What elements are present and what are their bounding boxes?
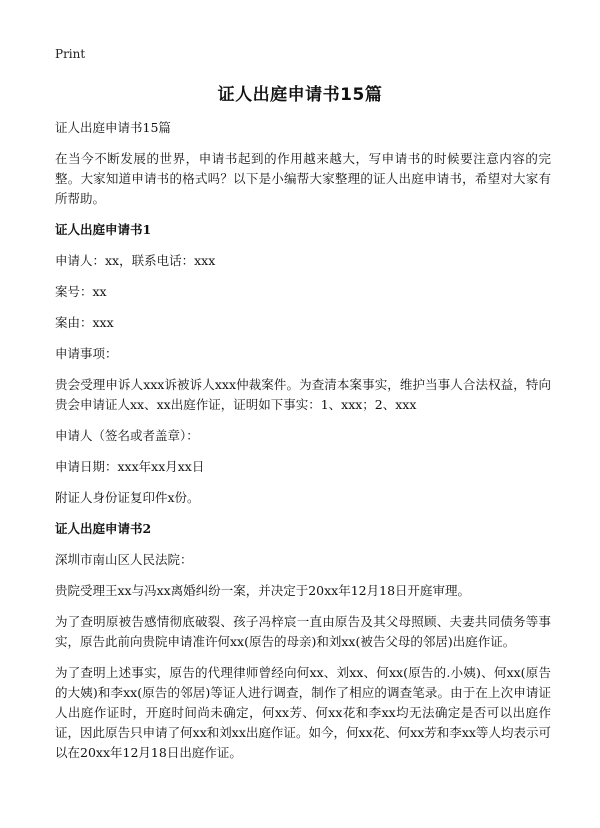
document-title: 证人出庭申请书15篇	[217, 85, 383, 105]
subtitle: 证人出庭申请书15篇	[55, 120, 171, 135]
document-body	[55, 118, 551, 774]
intro-paragraph: 在当今不断发展的世界，申请书起到的作用越来越大，写申请书的时候要注意内容的完整。大家知道申请书的格式吗？以下是小编帮大家整理的证人出庭申请书，希望对大家有所帮助。	[55, 151, 551, 206]
attachment-line: 附证人身份证复印件x份。	[55, 490, 200, 505]
court-address: 深圳市南山区人民法院：	[55, 552, 193, 567]
section-2-paragraph-2: 为了查明原被告感情彻底破裂、孩子冯梓宸一直由原告及其父母照顾、夫妻共同债务等事实，原告此前向贵院申请准许何xx(原告的母亲)和刘xx(被告父母的邻居)出庭作证。	[55, 614, 551, 649]
section-1-heading: 证人出庭申请书1	[55, 222, 152, 237]
date-line: 申请日期：xxx年xx月xx日	[55, 459, 205, 474]
print-label: Print	[55, 47, 86, 61]
section-2-heading: 证人出庭申请书2	[55, 521, 152, 536]
applicant-line: 申请人：xx，联系电话：xxx	[55, 253, 216, 268]
case-reason-line: 案由：xxx	[55, 315, 114, 330]
section-2-paragraph-1: 贵院受理王xx与冯xx离婚纠纷一案，并决定于20xx年12月18日开庭审理。	[55, 583, 471, 598]
signature-line: 申请人（签名或者盖章）：	[55, 428, 199, 443]
section-2-paragraph-3: 为了查明上述事实，原告的代理律师曾经向何xx、刘xx、何xx(原告的.小姨)、何xx(原告的大姨)和李xx(原告的邻居)等证人进行调查，制作了相应的调查笔录。由于在上次申请证人出庭作证时，开庭时间尚未确定，何xx芳、何xx花和李xx均无法确定是否可以出庭作证，因此原告只申请了何xx和刘xx出庭作证。如今，何xx花、何xx芳和李xx等人均表示可以在20xx年12月18日出庭作证。	[55, 665, 551, 760]
matters-label: 申请事项：	[55, 346, 118, 361]
section-1-body: 贵会受理申诉人xxx诉被诉人xxx仲裁案件。为查清本案事实，维护当事人合法权益，特向贵会申请证人xx、xx出庭作证，证明如下事实：1、xxx；2、xxx	[55, 377, 551, 412]
case-number-line: 案号：xx	[55, 284, 107, 299]
